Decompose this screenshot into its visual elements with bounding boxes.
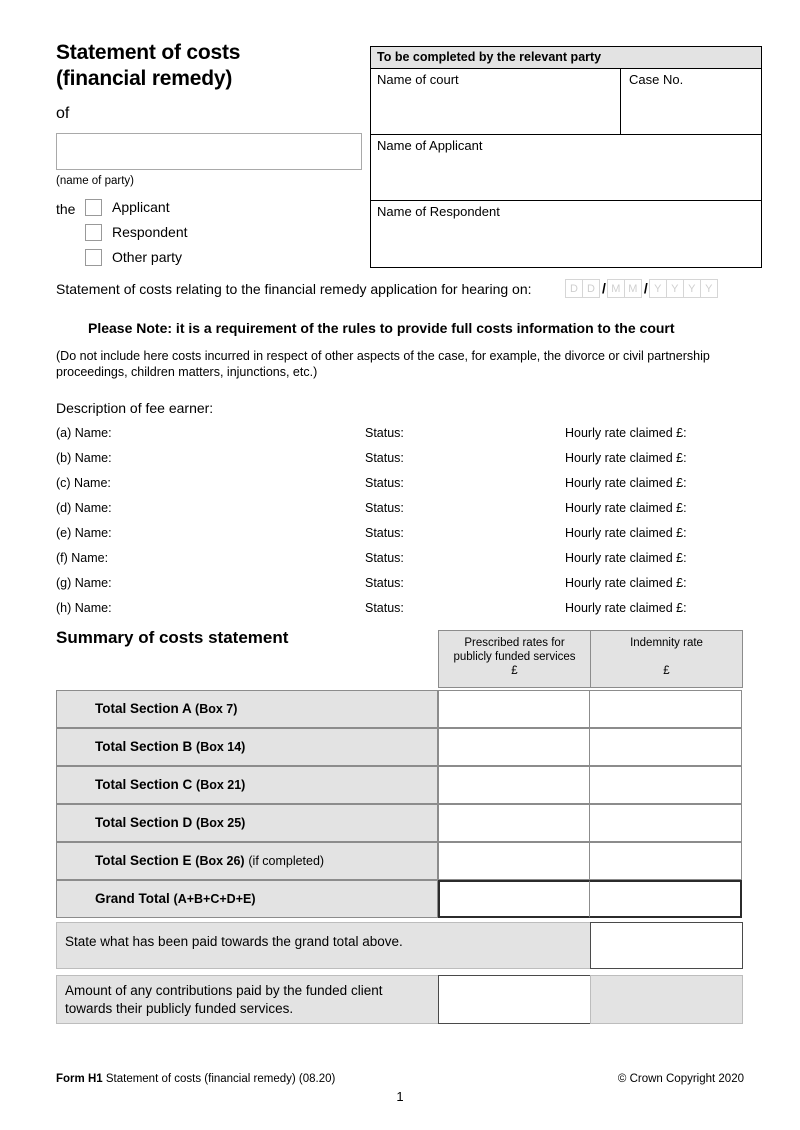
summary-title: Summary of costs statement [56, 628, 289, 647]
case-no-field[interactable] [621, 69, 761, 134]
name-of-respondent-label: Name of Respondent [377, 204, 500, 219]
court-and-case-row [371, 69, 761, 135]
column-header-indemnity-line1: Indemnity rate [630, 637, 703, 649]
column-header-prescribed-line2: publicly funded services [453, 651, 576, 663]
contributions-label-line1: Amount of any contributions paid by the funded client [65, 983, 383, 998]
court-details-box [370, 46, 762, 268]
date-cell-y2[interactable]: Y [666, 279, 684, 298]
fee-earner-name-field[interactable]: (e) Name: [56, 526, 112, 540]
name-of-party-hint: (name of party) [56, 175, 134, 187]
summary-prescribed-rate-input[interactable] [438, 804, 590, 842]
summary-prescribed-rate-input[interactable] [438, 880, 590, 918]
summary-prescribed-rate-input[interactable] [438, 842, 590, 880]
contributions-label-line2: towards their publicly funded services. [65, 1001, 294, 1016]
fee-earner-row [56, 475, 746, 491]
fee-earner-name-field[interactable]: (h) Name: [56, 601, 112, 615]
date-cell-d2[interactable]: D [582, 279, 600, 298]
fee-earner-status-field[interactable]: Status: [365, 451, 404, 465]
case-no-label: Case No. [629, 72, 684, 87]
fee-earner-status-field[interactable]: Status: [365, 576, 404, 590]
summary-row-box-ref: (Box 21) [196, 778, 246, 792]
summary-row-title: Total Section A [95, 701, 192, 716]
summary-row-title: Grand Total [95, 891, 170, 906]
fee-earner-row [56, 600, 746, 616]
summary-indemnity-rate-input[interactable] [589, 690, 742, 728]
summary-indemnity-rate-input[interactable] [589, 842, 742, 880]
summary-prescribed-rate-input[interactable] [438, 690, 590, 728]
date-cell-m1[interactable]: M [607, 279, 625, 298]
please-note-text: Please Note: it is a requirement of the rules to provide full costs information to the court [88, 320, 675, 336]
date-separator-1: / [602, 280, 606, 296]
column-header-prescribed-rates [439, 631, 591, 687]
footer-copyright: © Crown Copyright 2020 [617, 1073, 744, 1085]
date-cell-y4[interactable]: Y [700, 279, 718, 298]
fee-earner-name-field[interactable]: (g) Name: [56, 576, 112, 590]
summary-row-label [56, 690, 438, 728]
fee-earner-status-field[interactable]: Status: [365, 501, 404, 515]
party-name-input[interactable] [56, 133, 362, 170]
summary-row-label [56, 842, 438, 880]
paid-towards-total-input[interactable] [590, 922, 743, 969]
contributions-label [56, 975, 439, 1024]
summary-row-title: Total Section D [95, 815, 193, 830]
name-of-court-field[interactable] [371, 69, 621, 134]
name-of-applicant-label: Name of Applicant [377, 138, 483, 153]
summary-row-box-ref: (Box 26) [195, 854, 245, 868]
fee-earner-hourly-rate-field[interactable]: Hourly rate claimed £: [565, 476, 687, 490]
page-title-line1: Statement of costs [56, 41, 241, 64]
summary-row-label [56, 880, 438, 918]
footer-form-info [56, 1073, 335, 1085]
summary-indemnity-rate-input[interactable] [589, 804, 742, 842]
party-option-respondent-label: Respondent [112, 224, 188, 240]
paid-towards-total-row [56, 922, 743, 969]
fee-earner-name-field[interactable]: (b) Name: [56, 451, 112, 465]
fee-earner-row [56, 500, 746, 516]
summary-indemnity-rate-input[interactable] [589, 728, 742, 766]
fee-earner-hourly-rate-field[interactable]: Hourly rate claimed £: [565, 551, 687, 565]
checkbox-respondent[interactable] [85, 224, 102, 241]
party-option-other-label: Other party [112, 249, 183, 265]
hearing-date-input[interactable] [566, 278, 718, 298]
summary-row [56, 728, 743, 766]
fee-earner-name-field[interactable]: (a) Name: [56, 426, 112, 440]
contributions-input[interactable] [438, 975, 591, 1024]
fee-earner-hourly-rate-field[interactable]: Hourly rate claimed £: [565, 501, 687, 515]
name-of-applicant-field[interactable] [371, 135, 761, 201]
summary-row [56, 690, 743, 728]
summary-prescribed-rate-input[interactable] [438, 766, 590, 804]
name-of-respondent-field[interactable] [371, 201, 761, 267]
summary-row [56, 766, 743, 804]
fee-earner-row [56, 525, 746, 541]
fee-earner-hourly-rate-field[interactable]: Hourly rate claimed £: [565, 576, 687, 590]
date-cell-m2[interactable]: M [624, 279, 642, 298]
date-cell-d1[interactable]: D [565, 279, 583, 298]
court-box-header: To be completed by the relevant party [371, 47, 761, 69]
fee-earner-row [56, 425, 746, 441]
checkbox-applicant[interactable] [85, 199, 102, 216]
summary-row [56, 804, 743, 842]
column-header-indemnity-rate [591, 631, 742, 687]
fee-earner-hourly-rate-field[interactable]: Hourly rate claimed £: [565, 601, 687, 615]
fee-earner-name-field[interactable]: (c) Name: [56, 476, 111, 490]
fee-earner-status-field[interactable]: Status: [365, 476, 404, 490]
fee-earner-status-field[interactable]: Status: [365, 426, 404, 440]
fee-earner-name-field[interactable]: (f) Name: [56, 551, 109, 565]
of-label: of [56, 105, 70, 122]
summary-row-box-ref: (Box 7) [195, 702, 238, 716]
fee-earner-hourly-rate-field[interactable]: Hourly rate claimed £: [565, 451, 687, 465]
fee-earner-status-field[interactable]: Status: [365, 551, 404, 565]
summary-row-title: Total Section B [95, 739, 193, 754]
date-cell-y3[interactable]: Y [683, 279, 701, 298]
summary-row-title: Total Section C [95, 777, 193, 792]
summary-row-box-ref: (A+B+C+D+E) [173, 892, 256, 906]
date-separator-2: / [643, 280, 648, 296]
the-label: the [56, 201, 76, 217]
do-not-include-text: (Do not include here costs incurred in respect of other aspects of the case, for example, the divorce or civil partnership proceedings, children matters, injunctions, etc.) [56, 349, 710, 379]
footer-form-code: Form H1 [56, 1073, 103, 1085]
fee-earner-hourly-rate-field[interactable]: Hourly rate claimed £: [565, 426, 687, 440]
summary-row-note: (if completed) [248, 854, 325, 868]
column-header-prescribed-line1: Prescribed rates for [464, 637, 565, 649]
fee-earner-name-field[interactable]: (d) Name: [56, 501, 112, 515]
summary-row-label [56, 766, 438, 804]
page-number: 1 [396, 1089, 404, 1104]
summary-prescribed-rate-input[interactable] [438, 728, 590, 766]
column-header-indemnity-currency: £ [663, 665, 670, 677]
fee-earner-status-field[interactable]: Status: [365, 601, 404, 615]
summary-column-headers [438, 630, 743, 688]
summary-row-label [56, 804, 438, 842]
fee-earner-status-field[interactable]: Status: [365, 526, 404, 540]
footer-form-desc: Statement of costs (financial remedy) (08.20) [105, 1073, 336, 1085]
fee-earner-row [56, 450, 746, 466]
name-of-court-label: Name of court [377, 72, 459, 87]
summary-row-box-ref: (Box 14) [196, 740, 246, 754]
summary-row [56, 842, 743, 880]
summary-row-label [56, 728, 438, 766]
summary-row [56, 880, 743, 918]
page-title [56, 40, 376, 92]
summary-row-title: Total Section E [95, 853, 192, 868]
date-cell-y1[interactable]: Y [649, 279, 667, 298]
fee-earner-row [56, 575, 746, 591]
fee-earner-row [56, 550, 746, 566]
fee-earner-heading: Description of fee earner: [56, 400, 214, 416]
summary-indemnity-rate-input[interactable] [589, 880, 742, 918]
contributions-row [56, 975, 743, 1024]
summary-row-box-ref: (Box 25) [196, 816, 246, 830]
checkbox-other-party[interactable] [85, 249, 102, 266]
hearing-statement-text: Statement of costs relating to the financial remedy application for hearing on: [56, 281, 532, 297]
party-option-applicant-label: Applicant [112, 199, 170, 215]
column-header-prescribed-currency: £ [511, 665, 518, 677]
page-title-line2: (financial remedy) [56, 67, 233, 90]
fee-earner-hourly-rate-field[interactable]: Hourly rate claimed £: [565, 526, 687, 540]
paid-towards-total-label: State what has been paid towards the grand total above. [56, 922, 591, 969]
contributions-blocked-cell [590, 975, 743, 1024]
summary-indemnity-rate-input[interactable] [589, 766, 742, 804]
